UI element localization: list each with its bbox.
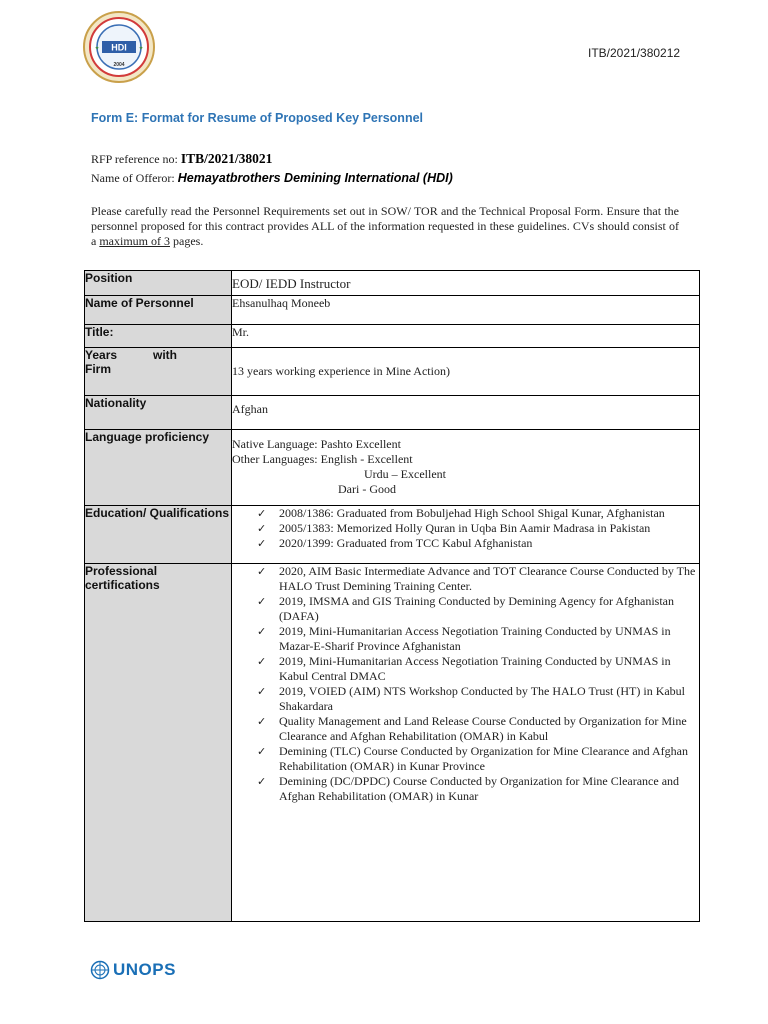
education-item: ✓ 2005/1383: Memorized Holly Quran in Uqba Bin Aamir Madrasa in Pakistan [257,521,651,535]
unops-brand-text: UNOPS [113,960,176,979]
svg-text:2004: 2004 [113,62,125,68]
offeror [91,171,453,186]
max-pages-emphasis: maximum of 3 [99,234,170,248]
label-nationality: Nationality [85,396,232,430]
value-certifications [232,564,700,922]
certification-item: ✓ 2020, AIM Basic Intermediate Advance and TOT Clearance Course Conducted by The HALO Trust Demining Training Center. [257,564,696,593]
row-title [85,325,700,348]
row-years [85,348,700,396]
label-position: Position [85,271,232,296]
checkmark-icon: ✓ [257,715,267,728]
svg-text:✦: ✦ [138,46,144,52]
education-item: ✓ 2008/1386: Graduated from Bobuljehad High School Shigal Kunar, Afghanistan [257,506,665,520]
offeror-value: Hemayatbrothers Demining International (HDI) [177,171,453,185]
row-name [85,296,700,325]
value-nationality: Afghan [232,396,700,430]
row-education [85,506,700,564]
rfp-value: ITB/2021/38021 [180,151,273,166]
resume-table [84,270,700,922]
label-years: Years with Firm [85,348,232,396]
un-emblem-icon [90,960,110,980]
checkmark-icon: ✓ [257,655,267,668]
rfp-reference [91,151,272,167]
label-title: Title: [85,325,232,348]
row-certifications [85,564,700,922]
certification-item: ✓ 2019, Mini-Humanitarian Access Negotiation Training Conducted by UNMAS in Kabul Central DMAC [257,654,671,683]
checkmark-icon: ✓ [257,507,267,520]
certification-item: ✓ Quality Management and Land Release Course Conducted by Organization for Mine Clearance and Afghan Rehabilitation (OMAR) in Kabul [257,714,687,743]
label-name: Name of Personnel [85,296,232,325]
value-position: EOD/ IEDD Instructor [232,271,700,296]
row-position [85,271,700,296]
certification-item: ✓ Demining (DC/DPDC) Course Conducted by Organization for Mine Clearance and Afghan Rehabilitation (OMAR) in Kunar [257,774,680,803]
row-nationality [85,396,700,430]
certification-item: ✓ Demining (TLC) Course Conducted by Organization for Mine Clearance and Afghan Rehabilitation (OMAR) in Kunar Province [257,744,689,773]
label-education: Education/ Qualifications [85,506,232,564]
checkmark-icon: ✓ [257,595,267,608]
checkmark-icon: ✓ [257,625,267,638]
label-certifications: Professional certifications [85,564,232,922]
checkmark-icon: ✓ [257,745,267,758]
label-language: Language proficiency [85,430,232,506]
value-years: 13 years working experience in Mine Action) [232,348,700,396]
education-item: ✓ 2020/1399: Graduated from TCC Kabul Afghanistan [257,536,533,550]
instructions-paragraph: Please carefully read the Personnel Requirements set out in SOW/ TOR and the Technical Proposal Form. Ensure that the personnel proposed for this contract provides ALL of the information requested in these guidelines. CVs should consist of a maximum of 3 pages. [91,204,679,248]
value-title: Mr. [232,325,700,348]
checkmark-icon: ✓ [257,685,267,698]
value-language: Native Language: Pashto Excellent Other Languages: English - Excellent Urdu – Excellent Dari - Good [232,430,700,506]
checkmark-icon: ✓ [257,537,267,550]
hdi-logo [82,10,156,84]
certification-item: ✓ 2019, Mini-Humanitarian Access Negotiation Training Conducted by UNMAS in Mazar-E-Sharif Province Afghanistan [257,624,671,653]
document-reference: ITB/2021/380212 [588,46,681,60]
checkmark-icon: ✓ [257,775,267,788]
form-title: Form E: Format for Resume of Proposed Key Personnel [91,111,424,125]
rfp-label: RFP reference no: [91,152,178,166]
checkmark-icon: ✓ [257,565,267,578]
certification-item: ✓ 2019, IMSMA and GIS Training Conducted by Demining Agency for Afghanistan (DAFA) [257,594,674,623]
education-list [234,506,697,551]
value-name: Ehsanulhaq Moneeb [232,296,700,325]
certifications-list [234,564,697,804]
row-language [85,430,700,506]
svg-text:✦: ✦ [94,46,100,52]
offeror-label: Name of Offeror: [91,171,175,185]
value-education [232,506,700,564]
checkmark-icon: ✓ [257,522,267,535]
certification-item: ✓ 2019, VOIED (AIM) NTS Workshop Conducted by The HALO Trust (HT) in Kabul Shakardara [257,684,686,713]
unops-footer-logo [90,960,176,980]
svg-text:HDI: HDI [111,42,127,53]
